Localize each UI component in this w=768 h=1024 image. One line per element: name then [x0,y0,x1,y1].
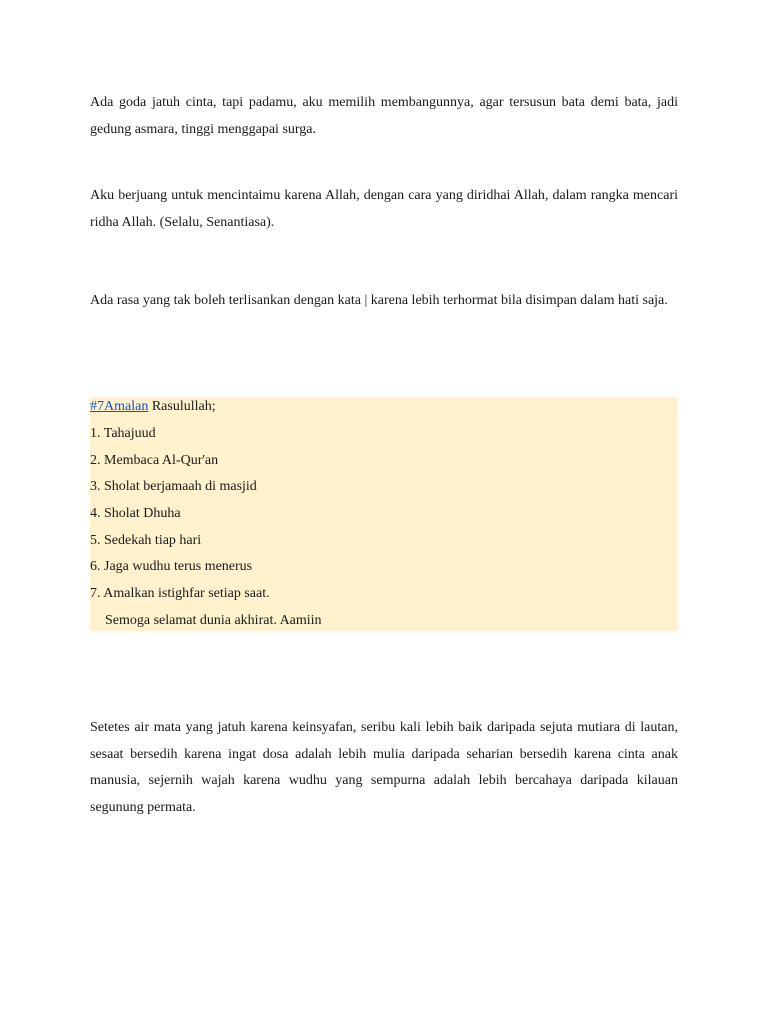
hashtag-7amalan-link[interactable]: #7Amalan [90,399,149,414]
paragraph-berjuang-karena-allah: Aku berjuang untuk mencintaimu karena Allah, dengan cara yang diridhai Allah, dalam rangka mencari ridha Allah. (Selalu, Senantiasa). [90,188,678,230]
amalan-item-4: 4. Sholat Dhuha [90,506,181,521]
paragraph-setetes-air-mata: Setetes air mata yang jatuh karena keinsyafan, seribu kali lebih baik daripada sejuta mutiara di lautan, sesaat bersedih karena ingat dosa adalah lebih mulia daripada seharian bersedih karena cinta anak manusia, sejernih wajah karena wudhu yang sempurna adalah lebih bercahaya daripada kilauan segunung permata. [90,720,678,815]
paragraph-rasa-tak-terlisankan: Ada rasa yang tak boleh terlisankan dengan kata | karena lebih terhormat bila disimpan dalam hati saja. [90,293,668,308]
amalan-item-7: 7. Amalkan istighfar setiap saat. [90,586,270,601]
amalan-item-3: 3. Sholat berjamaah di masjid [90,479,257,494]
amalan-item-1: 1. Tahajuud [90,426,156,441]
paragraph-goda-jatuh-cinta: Ada goda jatuh cinta, tapi padamu, aku memilih membangunnya, agar tersusun bata demi bata, jadi gedung asmara, tinggi menggapai surga. [90,95,678,137]
amalan-item-2: 2. Membaca Al-Qur'an [90,453,219,468]
amalan-heading [90,394,678,421]
amalan-heading-text: Rasulullah; [148,399,216,414]
amalan-item-6: 6. Jaga wudhu terus menerus [90,559,253,574]
amalan-item-5: 5. Sedekah tiap hari [90,533,202,548]
amalan-closing: Semoga selamat dunia akhirat. Aamiin [105,613,322,628]
